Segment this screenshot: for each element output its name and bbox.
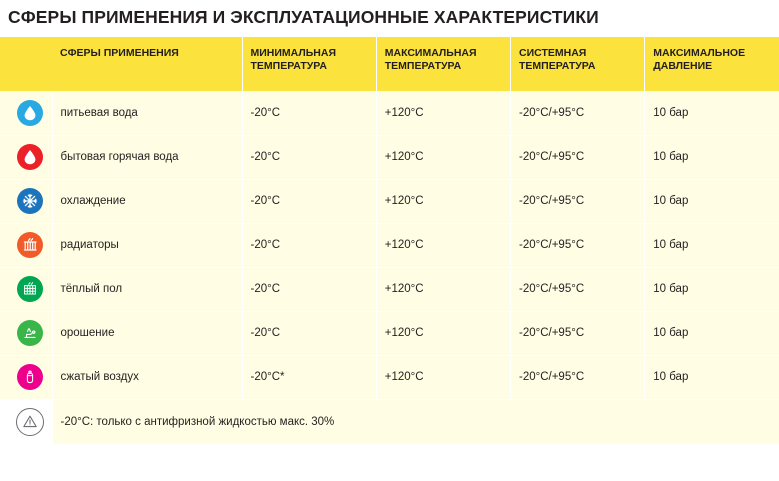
row-icon-cell [0, 267, 52, 311]
max-temp-value: +120°C [376, 179, 510, 223]
table-row [0, 267, 779, 311]
column-header-max-pressure: МАКСИМАЛЬНОЕ ДАВЛЕНИЕ [645, 37, 779, 91]
footnote-row [0, 399, 779, 444]
system-temp-value: -20°C/+95°C [511, 179, 645, 223]
max-pressure-value: 10 бар [645, 311, 779, 355]
specifications-table [0, 37, 779, 444]
table-row [0, 135, 779, 179]
column-header-min-temp: МИНИМАЛЬНАЯ ТЕМПЕРАТУРА [242, 37, 376, 91]
max-pressure-value: 10 бар [645, 355, 779, 399]
column-header-system-temp: СИСТЕМНАЯ ТЕМПЕРАТУРА [511, 37, 645, 91]
min-temp-value: -20°C [242, 91, 376, 135]
max-pressure-value: 10 бар [645, 135, 779, 179]
row-icon-cell [0, 179, 52, 223]
max-pressure-value: 10 бар [645, 91, 779, 135]
min-temp-value: -20°C [242, 179, 376, 223]
system-temp-value: -20°C/+95°C [511, 135, 645, 179]
min-temp-value: -20°C* [242, 355, 376, 399]
radiator-icon [17, 232, 43, 258]
min-temp-value: -20°C [242, 267, 376, 311]
table-row [0, 355, 779, 399]
application-label: питьевая вода [52, 91, 242, 135]
application-label: бытовая горячая вода [52, 135, 242, 179]
row-icon-cell [0, 355, 52, 399]
footnote-icon-cell [0, 399, 52, 444]
max-temp-value: +120°C [376, 135, 510, 179]
system-temp-value: -20°C/+95°C [511, 311, 645, 355]
application-label: охлаждение [52, 179, 242, 223]
table-header [0, 37, 779, 91]
row-icon-cell [0, 135, 52, 179]
max-temp-value: +120°C [376, 355, 510, 399]
system-temp-value: -20°C/+95°C [511, 267, 645, 311]
min-temp-value: -20°C [242, 135, 376, 179]
max-pressure-value: 10 бар [645, 267, 779, 311]
column-header-application: СФЕРЫ ПРИМЕНЕНИЯ [52, 37, 242, 91]
row-icon-cell [0, 311, 52, 355]
table-row [0, 223, 779, 267]
system-temp-value: -20°C/+95°C [511, 355, 645, 399]
application-label: сжатый воздух [52, 355, 242, 399]
warning-icon [16, 408, 44, 436]
system-temp-value: -20°C/+95°C [511, 91, 645, 135]
max-pressure-value: 10 бар [645, 223, 779, 267]
row-icon-cell [0, 223, 52, 267]
page-title: СФЕРЫ ПРИМЕНЕНИЯ И ЭКСПЛУАТАЦИОННЫЕ ХАРАКТЕРИСТИКИ [8, 7, 599, 27]
hot-water-drop-icon [17, 144, 43, 170]
min-temp-value: -20°C [242, 223, 376, 267]
table-header-row [0, 37, 779, 91]
underfloor-heating-icon [17, 276, 43, 302]
max-temp-value: +120°C [376, 267, 510, 311]
max-pressure-value: 10 бар [645, 179, 779, 223]
compressed-air-icon [17, 364, 43, 390]
system-temp-value: -20°C/+95°C [511, 223, 645, 267]
column-header-icon [0, 37, 52, 91]
max-temp-value: +120°C [376, 91, 510, 135]
table-row [0, 311, 779, 355]
max-temp-value: +120°C [376, 223, 510, 267]
table-row [0, 179, 779, 223]
water-drop-icon [17, 100, 43, 126]
column-header-max-temp: МАКСИМАЛЬНАЯ ТЕМПЕРАТУРА [376, 37, 510, 91]
snowflake-icon [17, 188, 43, 214]
irrigation-icon [17, 320, 43, 346]
footnote-text: -20°C: только с антифризной жидкостью макс. 30% [52, 399, 779, 444]
row-icon-cell [0, 91, 52, 135]
application-label: радиаторы [52, 223, 242, 267]
table-body [0, 91, 779, 444]
min-temp-value: -20°C [242, 311, 376, 355]
application-label: тёплый пол [52, 267, 242, 311]
table-row [0, 91, 779, 135]
application-label: орошение [52, 311, 242, 355]
max-temp-value: +120°C [376, 311, 510, 355]
